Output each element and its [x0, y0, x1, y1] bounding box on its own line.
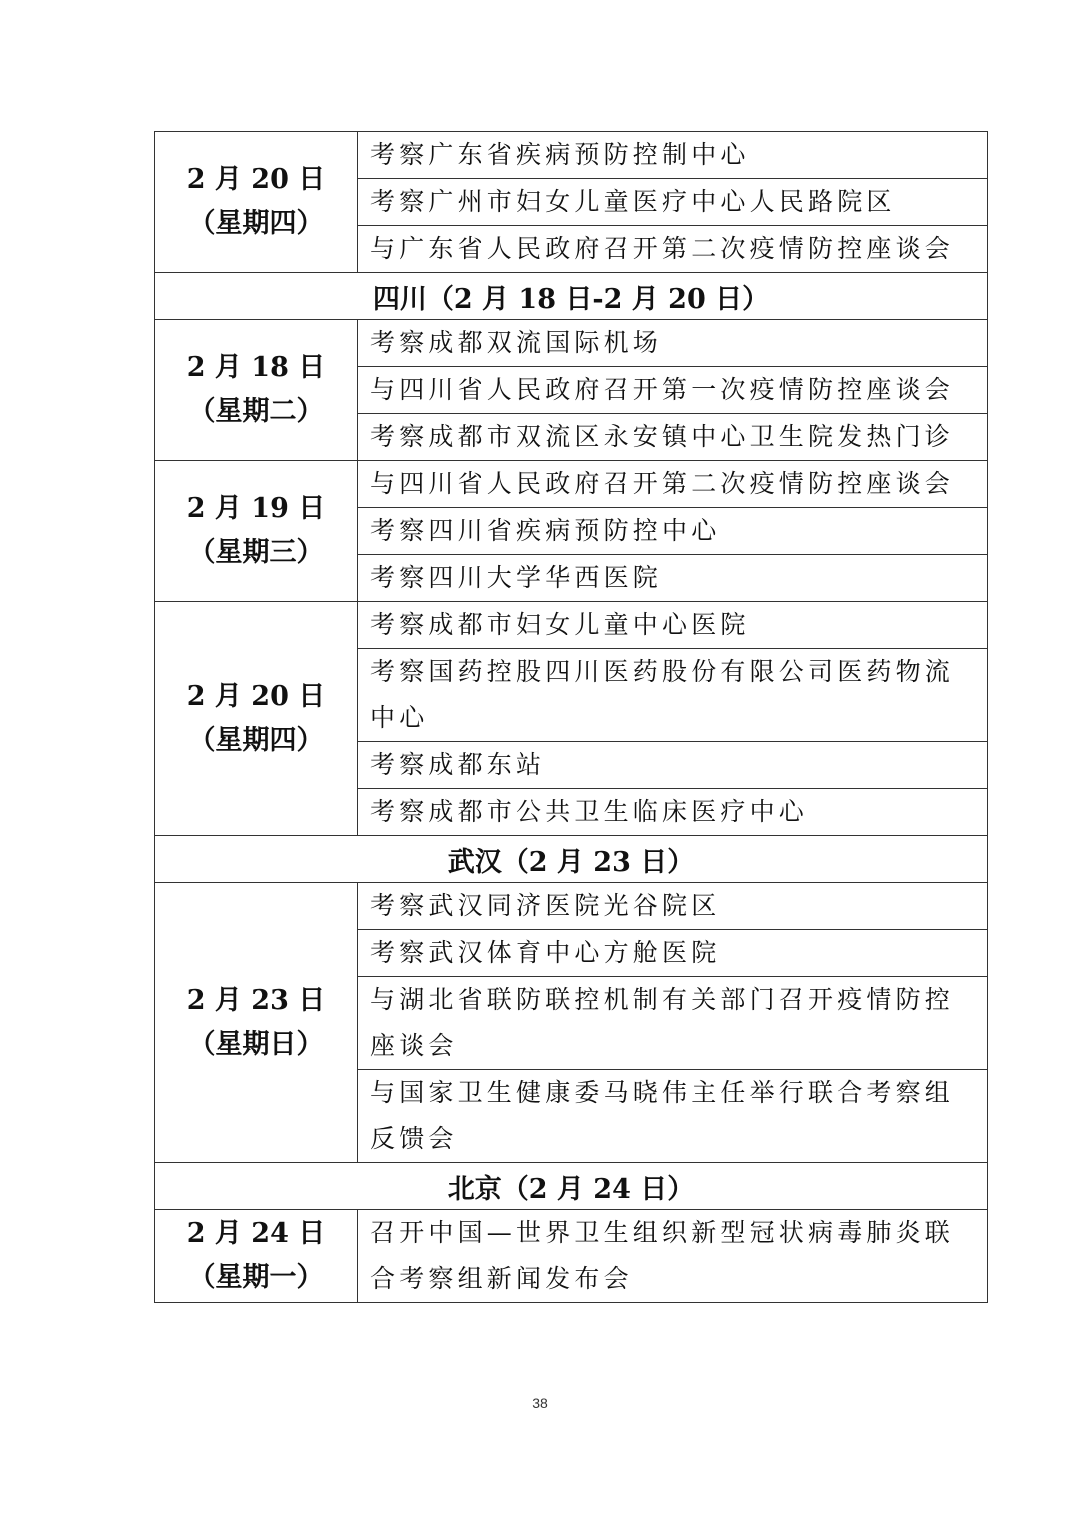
activity-cell: 召开中国—世界卫生组织新型冠状病毒肺炎联合考察组新闻发布会: [358, 1210, 988, 1303]
activity-cell: 考察成都市公共卫生临床医疗中心: [358, 789, 988, 836]
weekday-label: （星期四）: [188, 724, 324, 756]
date-label: 2 月 18 日: [186, 352, 326, 383]
date-cell: [155, 132, 358, 273]
table-row: [155, 602, 988, 649]
page-number: 38: [532, 1395, 548, 1411]
schedule-table: [154, 131, 988, 1303]
table-row: [155, 461, 988, 508]
date-cell: [155, 320, 358, 461]
table-row: [155, 1210, 988, 1303]
activity-cell: 与湖北省联防联控机制有关部门召开疫情防控座谈会: [358, 977, 988, 1070]
weekday-label: （星期四）: [188, 208, 324, 239]
weekday-label: （星期二）: [188, 396, 324, 427]
activity-cell: 考察广州市妇女儿童医疗中心人民路院区: [358, 179, 988, 226]
date-label: 2 月 20 日: [186, 680, 326, 712]
region-header: 武汉（2 月 23 日）: [155, 836, 988, 883]
activity-cell: 考察武汉同济医院光谷院区: [358, 883, 988, 930]
table-row: [155, 132, 988, 179]
activity-cell: 考察国药控股四川医药股份有限公司医药物流中心: [358, 649, 988, 742]
activity-cell: 考察四川省疾病预防控中心: [358, 508, 988, 555]
date-cell: [155, 1210, 358, 1303]
weekday-label: （星期三）: [188, 537, 324, 568]
date-label: 2 月 24 日: [186, 1218, 326, 1249]
activity-cell: 考察成都市妇女儿童中心医院: [358, 602, 988, 649]
date-label: 2 月 20 日: [186, 164, 326, 195]
date-cell: [155, 602, 358, 836]
weekday-label: （星期日）: [188, 1028, 324, 1060]
activity-cell: 与广东省人民政府召开第二次疫情防控座谈会: [358, 226, 988, 273]
activity-cell: 与四川省人民政府召开第一次疫情防控座谈会: [358, 367, 988, 414]
region-row: [155, 273, 988, 320]
activity-cell: 考察成都市双流区永安镇中心卫生院发热门诊: [358, 414, 988, 461]
region-row: [155, 1163, 988, 1210]
table-row: [155, 883, 988, 930]
activity-cell: 与国家卫生健康委马晓伟主任举行联合考察组反馈会: [358, 1070, 988, 1163]
activity-cell: 考察成都双流国际机场: [358, 320, 988, 367]
region-header: 四川（2 月 18 日-2 月 20 日）: [155, 273, 988, 320]
date-label: 2 月 23 日: [186, 984, 326, 1016]
region-row: [155, 836, 988, 883]
date-cell: [155, 883, 358, 1163]
activity-cell: 考察武汉体育中心方舱医院: [358, 930, 988, 977]
activity-cell: 考察广东省疾病预防控制中心: [358, 132, 988, 179]
activity-cell: 考察成都东站: [358, 742, 988, 789]
weekday-label: （星期一）: [188, 1262, 324, 1293]
activity-cell: 考察四川大学华西医院: [358, 555, 988, 602]
table-row: [155, 320, 988, 367]
date-label: 2 月 19 日: [186, 493, 326, 524]
activity-cell: 与四川省人民政府召开第二次疫情防控座谈会: [358, 461, 988, 508]
region-header: 北京（2 月 24 日）: [155, 1163, 988, 1210]
date-cell: [155, 461, 358, 602]
